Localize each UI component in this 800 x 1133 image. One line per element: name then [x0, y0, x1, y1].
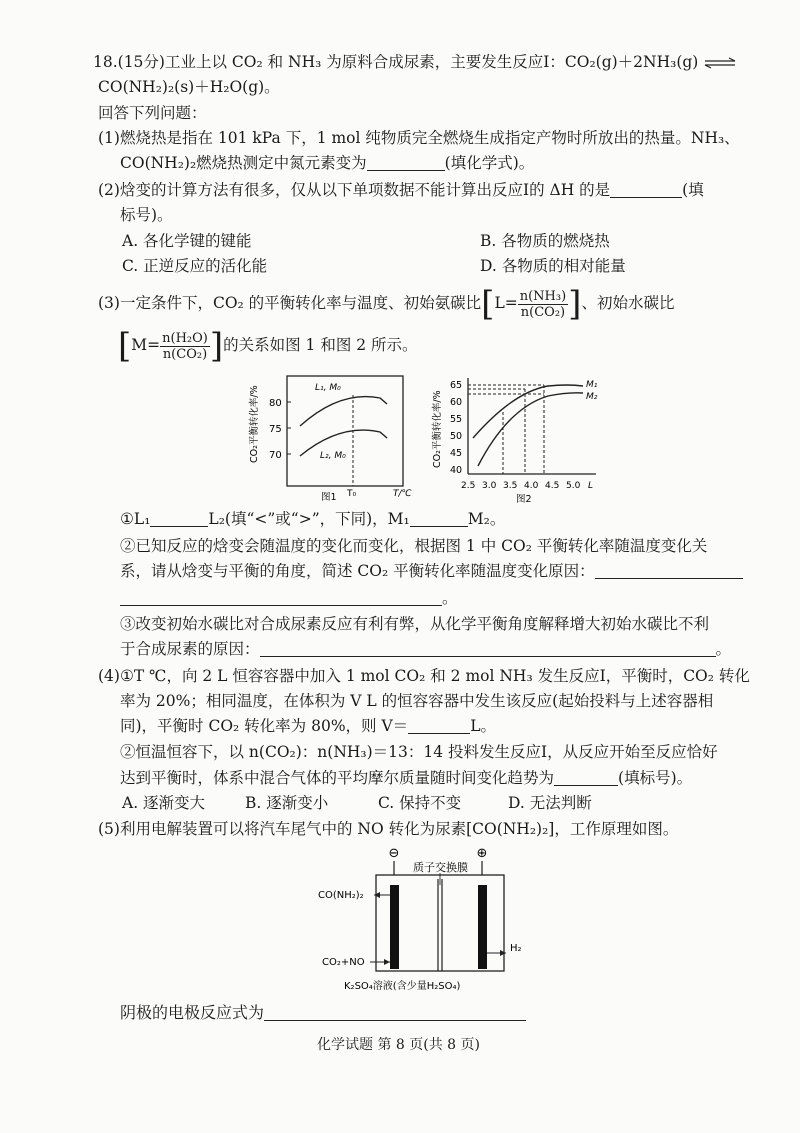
part4-line1: (4)①T ℃，向 2 L 恒容容器中加入 1 mol CO₂ 和 2 mol NH₃ 发生反应Ⅰ，平衡时，CO₂ 转化 — [98, 667, 750, 685]
fig2-xtick: 2.5 — [461, 481, 476, 491]
answer-blank[interactable] — [410, 511, 468, 527]
answer-blank[interactable] — [408, 718, 470, 734]
fig2-ytick: 55 — [450, 414, 463, 425]
fig1-curve-top — [300, 397, 387, 426]
fig2-ytick: 50 — [450, 431, 463, 442]
product-out-arrow-icon — [374, 892, 380, 898]
fig2-ytick: 65 — [450, 380, 463, 391]
fig1-xtick: T₀ — [347, 489, 357, 499]
p4-option-a: A. 逐渐变大 — [122, 794, 206, 812]
anode-electrode — [478, 885, 487, 969]
equilibrium-arrow-icon — [703, 57, 737, 69]
p4-option-d: D. 无法判断 — [508, 794, 592, 812]
part4-line4: ②恒温恒容下，以 n(CO₂)：n(NH₃)＝13：14 投料发生反应Ⅰ，从反应开始至反应恰好 — [120, 743, 718, 761]
answer-blank[interactable] — [264, 1005, 526, 1021]
fig2-curve-bottom-label: M₂ — [586, 392, 598, 402]
sub3-line2: 于合成尿素的原因： 。 — [120, 640, 732, 658]
fig1-ytick: 75 — [269, 424, 282, 435]
option-d: D. 各物质的相对能量 — [480, 257, 626, 275]
figure-1 — [245, 368, 420, 503]
fig2-xtick: 4.0 — [524, 481, 539, 491]
figure-2 — [428, 368, 613, 508]
sub2-line1: ②已知反应的焓变会随温度的变化而变化，根据图 1 中 CO₂ 平衡转化率随温度变化关 — [120, 537, 708, 555]
option-b: B. 各物质的燃烧热 — [480, 232, 610, 250]
intro-text: 回答下列问题： — [98, 104, 207, 122]
fig2-ylabel: CO₂平衡转化率/% — [432, 390, 443, 468]
membrane-label: 质子交换膜 — [413, 861, 468, 874]
part4-line5: 达到平衡时，体系中混合气体的平均摩尔质量随时间变化趋势为 (填标号)。 — [120, 769, 693, 787]
answer-blank[interactable] — [554, 770, 618, 786]
answer-blank[interactable] — [150, 511, 208, 527]
option-c: C. 正逆反应的活化能 — [122, 257, 268, 275]
option-a: A. 各化学键的键能 — [122, 232, 252, 250]
fig1-ytick: 70 — [269, 450, 282, 461]
fig2-ytick: 45 — [450, 448, 463, 459]
electrolysis-cell-diagram — [310, 843, 530, 995]
answer-blank[interactable] — [120, 590, 442, 606]
water-carbon-ratio: $\frac{\text{n(H₂O)}}{\text{n(CO₂)}}$ — [162, 330, 208, 362]
part2-line2: 标号)。 — [120, 206, 173, 224]
fig1-ytick: 80 — [269, 398, 282, 409]
answer-blank[interactable] — [260, 641, 716, 657]
cathode-electrode — [390, 885, 399, 969]
fig2-xtick: 3.0 — [482, 481, 497, 491]
reactant-label: CO₂+NO — [322, 957, 365, 968]
fig1-xlabel: T/℃ — [393, 489, 412, 499]
fig2-xtick: 5.0 — [566, 481, 581, 491]
fig1-frame — [287, 376, 403, 486]
part4-line2: 率为 20%；相同温度，在体积为 V L 的恒容容器中发生该反应(起始投料与上述容器相 — [120, 692, 714, 710]
part1-line1: (1)燃烧热是指在 101 kPa 下，1 mol 纯物质完全燃烧生成指定产物时所放出的热量。NH₃、 — [98, 129, 740, 147]
fig2-xlabel: L — [588, 481, 594, 491]
answer-blank[interactable] — [595, 563, 743, 579]
part5-line: (5)利用电解装置可以将汽车尾气中的 NO 转化为尿素[CO(NH₂)₂]，工作原理如图。 — [98, 820, 679, 838]
page-footer: 化学试题 第 8 页(共 8 页) — [317, 1037, 480, 1053]
p4-option-c: C. 保持不变 — [378, 794, 462, 812]
part2-line1: (2)焓变的计算方法有很多，仅从以下单项数据不能计算出反应Ⅰ的 ΔH 的是 (填 — [98, 181, 704, 199]
fig2-xtick: 3.5 — [503, 481, 518, 491]
sub3-line1: ③改变初始水碳比对合成尿素反应有利有弊，从化学平衡角度解释增大初始水碳比不利 — [120, 615, 710, 633]
h2-out-arrow-icon — [500, 950, 506, 956]
cathode-equation-line: 阴极的电极反应式为 — [120, 1003, 526, 1023]
product-label: CO(NH₂)₂ — [318, 890, 364, 901]
fig2-ytick: 40 — [450, 465, 463, 476]
sub2-line3: 。 — [120, 588, 458, 608]
part3-line1: (3)一定条件下，CO₂ 的平衡转化率与温度、初始氨碳比[L= $\frac{\text{n(NH₃)}}{\text{n(CO₂)}}$ ]、初始水碳比 — [98, 284, 675, 324]
fig2-curve-top-label: M₁ — [586, 380, 598, 390]
cathode-minus-icon: ⊖ — [388, 846, 400, 861]
answer-blank[interactable] — [610, 182, 682, 198]
part1-line2: CO(NH₂)₂燃烧热测定中氮元素变为 (填化学式)。 — [120, 154, 535, 172]
electrolyte-label: K₂SO₄溶液(含少量H₂SO₄) — [344, 981, 461, 992]
answer-blank[interactable] — [367, 155, 445, 171]
reaction-products: CO(NH₂)₂(s)＋H₂O(g)。 — [98, 78, 280, 96]
anode-plus-icon: ⊕ — [476, 846, 488, 861]
question-18-header: 18.(15分)工业上以 CO₂ 和 NH₃ 为原料合成尿素，主要发生反应Ⅰ：CO₂(g)＋2NH₃(g) — [93, 52, 737, 72]
fig1-curve-bottom-label: L₂, M₀ — [320, 451, 346, 461]
sub1-line: ①L₁ L₂(填“<”或“>”，下同)，M₁ M₂。 — [120, 510, 506, 528]
part3-line2: [M= $\frac{\text{n(H₂O)}}{\text{n(CO₂)}}$ ]的关系如图 1 和图 2 所示。 — [118, 326, 418, 366]
gas-label: H₂ — [510, 943, 522, 954]
ammonia-carbon-ratio: $\frac{\text{n(NH₃)}}{\text{n(CO₂)}}$ — [519, 288, 567, 320]
fig2-xtick: 4.5 — [545, 481, 560, 491]
fig1-curve-top-label: L₁, M₀ — [315, 383, 341, 393]
fig1-ylabel: CO₂平衡转化率/% — [249, 385, 260, 463]
reactant-in-arrow-icon — [384, 959, 390, 965]
fig2-caption: 图2 — [516, 494, 532, 505]
fig2-ytick: 60 — [450, 397, 463, 408]
fig1-caption: 图1 — [321, 492, 337, 503]
part4-line3: 同)，平衡时 CO₂ 转化率为 80%，则 V＝ L。 — [120, 717, 496, 735]
fig2-curve-bottom — [478, 393, 583, 466]
p4-option-b: B. 逐渐变小 — [245, 794, 329, 812]
sub2-line2: 系，请从焓变与平衡的角度，简述 CO₂ 平衡转化率随温度变化原因： — [120, 561, 743, 581]
